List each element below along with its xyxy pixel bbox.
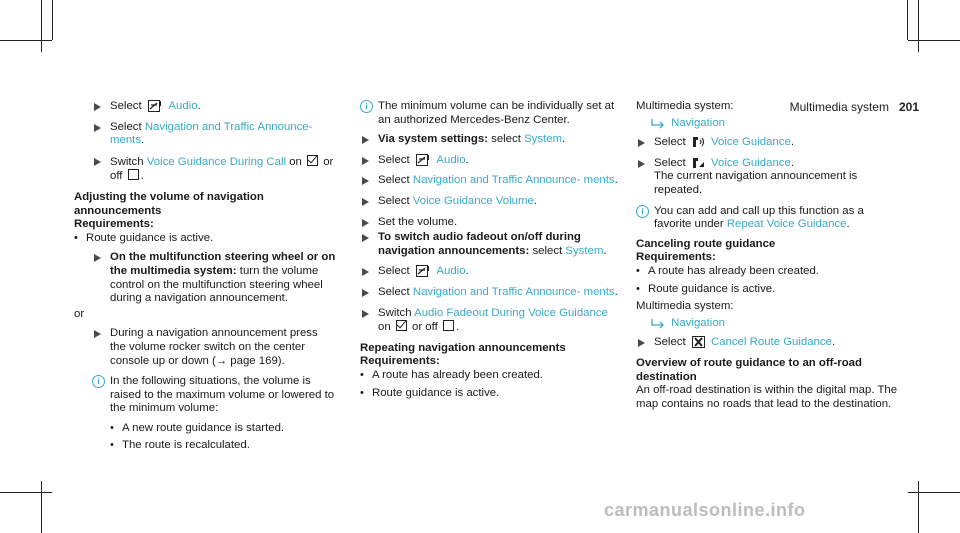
voice-guidance-call-link[interactable]: Voice Guidance During Call [146,155,287,168]
step-cancel-route: Select Cancel Route Guidance. [636,336,898,350]
audio-icon [416,154,431,166]
multimedia-system-label: Multimedia system: [636,100,734,112]
step-arrow-icon [94,158,101,166]
step-arrow-icon [362,268,369,276]
voice-guidance-icon [692,136,705,148]
audio-link[interactable]: Audio [168,100,198,112]
column-3 [636,100,898,411]
column-2 [360,100,622,404]
crop-mark [41,481,42,533]
audio-fadeout-link[interactable]: Audio Fadeout During Voice Guidance [414,306,608,319]
crop-mark [41,0,42,52]
step-system-settings: Via system settings: select System. [360,133,622,147]
list-item: • A route has already been created. [636,264,819,277]
step-select-voice-guidance: Select Voice Guidance. [636,136,898,150]
checked-box-icon [307,155,318,166]
nav-traffic-link[interactable]: Navigation and Traffic Announce- ments [412,174,615,187]
step-steering-wheel: On the multifunction steering wheel or on the multimedia system: turn the volume control on the multifunction steering wheel during a navigation announcement. [74,251,336,305]
info-icon: i [92,375,105,388]
step-switch-audio-fadeout: Switch Audio Fadeout During Voice Guidance on or off . [360,307,622,335]
column-1 [74,100,336,457]
system-link[interactable]: System [565,244,604,257]
cancel-icon [692,336,705,348]
voice-guidance-link[interactable]: Voice Guidance [711,156,791,169]
step-select-voice-volume: Select Voice Guidance Volume. [360,195,622,209]
step-select-audio: Select Audio. [360,265,622,279]
unchecked-box-icon [128,169,139,180]
voice-volume-link[interactable]: Voice Guidance Volume [412,194,534,207]
requirements-label: Requirements: [636,251,716,264]
step-arrow-icon [362,310,369,318]
step-arrow-icon [94,103,101,111]
voice-guidance-link[interactable]: Voice Guidance [711,136,791,149]
checked-box-icon [396,320,407,331]
watermark: carmanualsonline.info [604,500,806,520]
audio-link[interactable]: Audio [436,153,466,166]
note: i You can add and call up this function as a favorite under Repeat Voice Guidance. [636,205,898,232]
crop-mark [0,492,52,493]
step-select-nav-traffic: Select Navigation and Traffic Announce- ments. [360,174,622,188]
page-number: 201 [898,100,919,114]
or-text: or [74,307,85,320]
info-icon: i [636,205,649,218]
step-arrow-icon [362,198,369,206]
step-arrow-icon [362,234,369,242]
crop-mark [918,0,919,52]
requirements-label: Requirements: [74,218,154,231]
step-arrow-icon [362,177,369,185]
audio-icon [416,265,431,277]
audio-link[interactable]: Audio [436,265,466,278]
unchecked-box-icon [443,320,454,331]
nav-path [636,317,898,331]
nav-traffic-link[interactable]: Navigation and Traffic Announce- ments [110,120,313,147]
paragraph: An off-road destination is within the digital map. The map contains no roads that lead to the destination. [636,384,898,410]
crop-mark [918,481,919,533]
step-arrow-icon [362,219,369,227]
step-arrow-icon [94,254,101,262]
step-select-nav-traffic: Select Navigation and Traffic Announce- ments. [74,121,336,148]
list-item: • The route is recalculated. [110,439,250,452]
list-item: • Route guidance is active. [360,386,500,399]
crop-mark [52,0,53,40]
crop-mark [908,492,960,493]
step-select-audio: Select Audio. [360,154,622,168]
requirements-label: Requirements: [360,355,440,368]
repeat-voice-guidance-link[interactable]: Repeat Voice Guidance [726,218,847,231]
info-icon: i [360,100,373,113]
cancel-route-link[interactable]: Cancel Route Guidance [711,336,832,349]
list-item: • Route guidance is active. [74,231,214,244]
navigation-link[interactable]: Navigation [671,116,725,129]
step-arrow-icon [362,289,369,297]
step-arrow-icon [94,330,101,338]
step-arrow-icon [638,160,645,168]
step-arrow-icon [362,136,369,144]
list-item: • A route has already been created. [360,368,543,381]
path-arrow-icon [651,319,665,329]
crop-mark [907,0,908,40]
section-heading: Adjusting the volume of navigation announcements [74,190,264,217]
voice-guidance-icon [692,157,705,169]
multimedia-system-label: Multimedia system: [636,300,734,313]
crop-mark [0,40,52,41]
path-arrow-icon [651,119,665,129]
step-arrow-icon [638,339,645,347]
list-item: • Route guidance is active. [636,282,776,295]
nav-traffic-link[interactable]: Navigation and Traffic Announce- ments [412,285,615,298]
audio-icon [148,100,163,112]
step-select-nav-traffic: Select Navigation and Traffic Announce- ments. [360,286,622,300]
step-switch-voice-guidance-call: Switch Voice Guidance During Call on or off . [74,155,336,184]
step-arrow-icon [94,124,101,132]
section-title: Multimedia system [789,100,889,114]
navigation-link[interactable]: Navigation [671,316,725,329]
step-set-volume: Set the volume. [360,216,622,230]
note: i In the following situations, the volume is raised to the maximum volume or lowered to the minimum volume: [74,375,336,416]
section-heading: Canceling route guidance [636,237,776,250]
step-select-voice-guidance-repeat: Select Voice Guidance. The current navigation announcement is repeated. [636,157,898,198]
step-arrow-icon [638,139,645,147]
note: i The minimum volume can be individually set at an authorized Mercedes-Benz Center. [360,100,622,127]
system-link[interactable]: System [524,133,563,146]
nav-path [636,117,898,131]
step-select-audio: Select Audio. [74,100,336,114]
step-rocker-switch: During a navigation announcement press the volume rocker switch on the center console up or down (→ page 169). [74,327,336,368]
step-audio-fadeout: To switch audio fadeout on/off during navigation announcements: select System. [360,231,622,258]
list-item: • A new route guidance is started. [110,421,285,434]
section-heading: Repeating navigation announcements [360,341,566,354]
crop-mark [908,40,960,41]
step-arrow-icon [362,157,369,165]
section-heading: Overview of route guidance to an off-road destination [636,356,862,383]
